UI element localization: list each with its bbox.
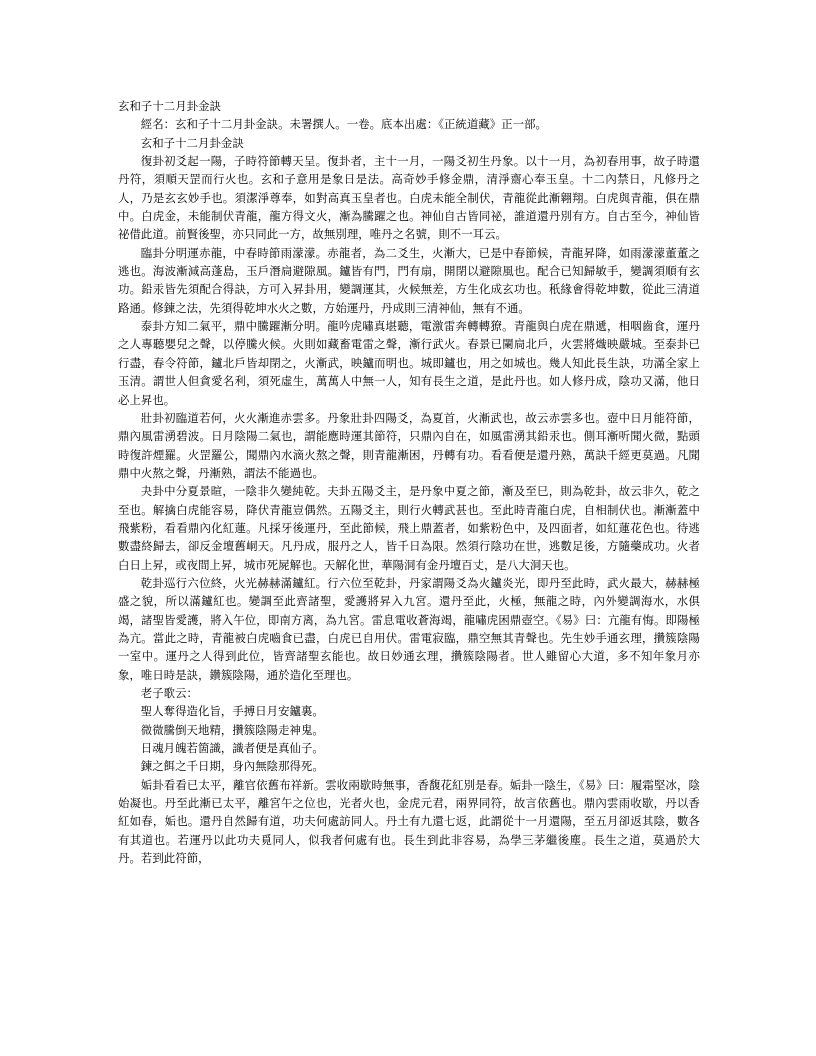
verse-line-4: 鍊之餌之千日期，身內無陰那得死。 (140, 759, 324, 774)
front-matter-line-2: 玄和子十二月卦金訣 (140, 135, 244, 150)
paragraph-zhuang-gua: 壯卦初臨道若何，火火漸進赤雲多。丹象壯卦四陽爻，為夏首，火漸武也，故云赤雲多也。壺中日月能符節，鼎內風雷湧碧波。日月陰陽二氣也，謂能應時運其節符，只鼎內自在，如風雷湧其鉛汞也。側耳漸听聞火微，點頭時復許煙羅。火罡羅公，聞鼎內水滴火熬之聲，則青龍漸困，丹轉有功。看看便是還丹熟，萬訣千經更莫過。凡聞鼎中火熬之聲，丹漸熟，謂法不能過也。 (118, 410, 700, 480)
paragraph-qian-gua: 乾卦巡行六位終，火光赫赫滿鑪紅。行六位至乾卦，丹家謂陽爻為火鑪炎光，即丹至此時，武火最大，赫赫極盛之貌，所以滿鑪紅也。變調至此齊諸聖，愛護將昇入九宮。還丹至此，火極，無龍之時，內外變調海水，水俱竭，諸聖皆愛護，將入午位，即南方离，為九宮。雷息電收蒼海竭，龍嘯虎困鼎壺空。《易》曰：亢龍有悔。即陽極為亢。當此之時，青龍被白虎嚙食已盡，白虎已自用伏。雷電寂臨，鼎空無其青聲也。先生妙手通玄理，攢簇陰陽一室中。運丹之人得到此位，皆齊諸聖玄能也。故日妙通玄理，攢簇陰陽者。世人雖留心大道，多不知年象月亦象，唯日時是訣，鑽簇陰陽，通於造化至理也。 (118, 575, 700, 682)
paragraph-gou-gua: 姤卦看看已太平，離官依舊布祥新。雲收兩歇時無事，香馥花紅別是春。姤卦一陰生，《易》曰：履霜堅冰，陰始凝也。丹至此漸已太平，離宮午之位也，光者火也，金虎元君，兩界同符，故言依舊也。鼎內雲雨收歇，丹以香紅如春，姤也。還丹自然歸有道，功夫何處訪同人。丹土有九還七返，此謂從十一月還陽，至五月卻返其陰，數各有其道也。若運丹以此功夫覓同人，似我者何處有也。長生到此非容易，為學三茅繼後塵。長生之道，莫過於大丹。若到此符節， (118, 777, 700, 866)
document-body (118, 97, 700, 867)
paragraph-guai-gua: 夬卦中分夏景暄，一陰非久變純乾。夫卦五陽爻主，是丹象中夏之節，漸及至巳，則為乾卦，故云非久，乾之至也。解擒白虎能容易，降伏青龍豈偶然。五陽爻主，則行火轉武甚也。至此時青龍白虎，自相制伏也。漸漸蓋中飛紫粉，看看鼎內化紅蓮。凡採牙後運丹，至此節候，飛上鼎蓋者，如紫粉色中，及四面者，如紅蓮花色也。待逃數盡終歸去，卻反金壇舊峒天。凡丹成，服丹之人，皆千日為限。然須行陰功在世，逃數足後，方隨藥成功。火者白日上昇，或夜間上昇，城市死屍解也。天解化世，華陽洞有金丹壇百丈，是八大洞天也。 (118, 484, 700, 572)
paragraph-tai-gua: 泰卦方知二氣平，鼎中騰躍漸分明。龍吟虎嘯真堪聽，電激雷奔轉轉獠。青龍與白虎在鼎遞，相咽齒食，運丹之人專聽嬰兒之聲，以停騰火候。火則如藏畜電雷之聲，漸行武火。春景已闌扃北戶，火雲將熾映嚴城。至泰卦已行盡，春令符節，鑪北戶皆却閉之，火漸武，映鑪而明也。城即鑪也，用之如城也。幾人知此長生訣，功滿全家上玉清。謂世人但貪愛名利，須死虛生，萬萬人中無一人，知有長生之道，是此丹也。如人修丹成，陰功又滿，他日必上昇也。 (118, 319, 700, 407)
verse-line-1: 聖人奪得造化旨，手搏日月安鑪裏。 (140, 704, 324, 719)
verse-line-3: 日魂月魄若箇識，識者便是真仙子。 (140, 741, 324, 756)
verse-label: 老子歌云： (140, 686, 199, 700)
paragraph-lin-gua: 臨卦分明運赤龍，中春時節雨濛濛。赤龍者，為二爻生，火漸大，已是中春節候，青龍昇降，如雨濛濛董董之逃也。海波漸減高蓬島，玉戶潛扃避隙風。鑪皆有門，門有扇，開閉以避隙風也。配合已知歸敏手，變調須順有玄功。鉛汞皆先須配合得訣，方可入昇卦用，變調運其，火候無差，方生化成玄功也。秖緣會得乾坤數，從此三清道路通。修鍊之法，先須得乾坤水火之數，方始運丹，丹成則三清神仙，無有不通。 (118, 245, 700, 315)
paragraph-fu-gua: 復卦初爻起一陽，子時符節轉天呈。復卦者，主十一月，一陽爻初生丹象。以十一月，為初春用事，故子時還丹符，須順天罡而行火也。玄和子意用是象日是法。高奇妙手修金鼎，清淨齋心奉玉皇。十二內禁日，凡修丹之人，乃是玄玄妙手也。須潔淨尊奉，如對高真玉皇者也。白虎未能全制伏，青龍從此漸翱翔。白虎與青龍，俱在鼎中。白虎金，未能制伏青龍，龍方得文火，漸為騰躍之也。神仙自古皆同祕，誰道還丹別有方。自古至今，神仙皆祕借此道。前賢後聖，亦只同此一方，故無別理，唯丹之名號，則不一耳云。 (118, 154, 700, 242)
document-title: 玄和子十二月卦金訣 (118, 99, 221, 113)
verse-line-2: 微微騰倒天地精，攢簇陰陽走神鬼。 (140, 722, 324, 737)
front-matter-line-1: 經名：玄和子十二月卦金訣。未署撰人。一卷。底本出處：《正統道藏》正一部。 (140, 117, 547, 132)
